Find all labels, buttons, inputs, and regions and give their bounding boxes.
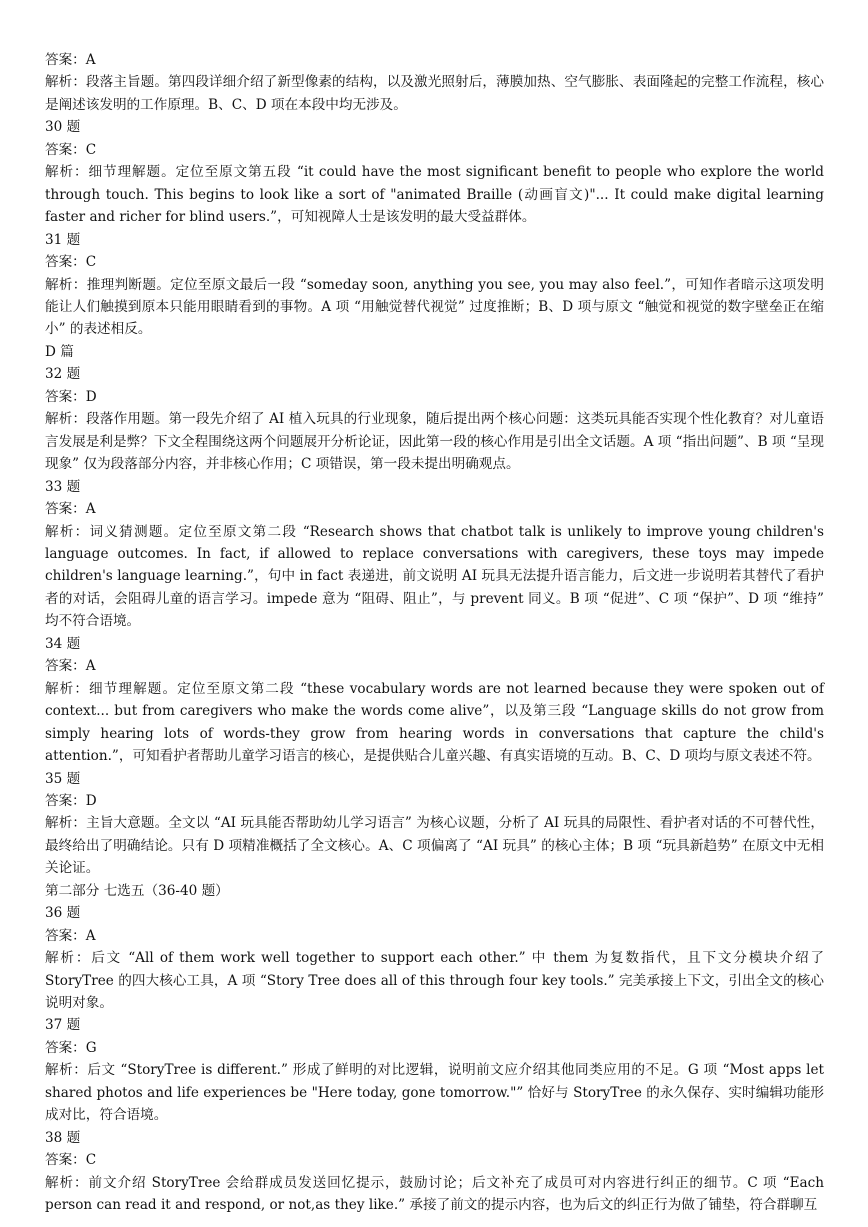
answer-line: 答案：A: [45, 927, 96, 944]
question-number: 31 题: [45, 231, 81, 248]
analysis-paragraph: 解析：段落主旨题。第四段详细介绍了新型像素的结构，以及激光照射后，薄膜加热、空气膨胀、表面隆起的完整工作流程，核心是阐述该发明的工作原理。B、C、D 项在本段中均无涉及。: [45, 74, 824, 113]
analysis-paragraph: 解析：推理判断题。定位至原文最后一段 “someday soon, anything you see, you may also feel.”，可知作者暗示这项发明能让人们触摸到原本只能用眼睛看到的事物。A 项 “用触觉替代视觉” 过度推断；B、D 项与原文 “触觉和视觉的数字壁垒正在缩小” 的表述相反。: [45, 276, 824, 338]
analysis-paragraph: 解析：后文 “All of them work well together to support each other.” 中 them 为复数指代，且下文分模块介绍了 StoryTree 的四大核心工具，A 项 “Story Tree does all of this through four key tools.” 完美承接上下文，引出全文的核心说明对象。: [45, 950, 824, 1012]
answer-line: 答案：C: [45, 1152, 97, 1169]
answer-line: 答案：C: [45, 141, 97, 158]
analysis-paragraph: 解析：细节理解题。定位至原文第五段 “it could have the most significant benefit to people who explore the world through touch. This begins to look like a sort of "animated Braille (动画盲文)"... It could make digital learning faster and richer for blind users.”，可知视障人士是该发明的最大受益群体。: [45, 164, 824, 226]
answer-line: 答案：D: [45, 792, 97, 809]
answer-line: 答案：A: [45, 52, 96, 68]
analysis-paragraph: 解析：细节理解题。定位至原文第二段 “these vocabulary words are not learned because they were spoken out of context... but from caregivers who make the words come alive”，以及第三段 “Language skills do not grow from simply hearing lots of words-they grow from hearing words in conversations that capture the child's attention.”，可知看护者帮助儿童学习语言的核心，是提供贴合儿童兴趣、有真实语境的互动。B、C、D 项均与原文表述不符。: [45, 680, 824, 765]
analysis-paragraph: 解析：段落作用题。第一段先介绍了 AI 植入玩具的行业现象，随后提出两个核心问题：这类玩具能否实现个性化教育？对儿童语言发展是利是弊？下文全程围绕这两个问题展开分析论证，因此第一段的核心作用是引出全文话题。A 项 “指出问题”、B 项 “呈现现象” 仅为段落部分内容，并非核心作用；C 项错误，第一段未提出明确观点。: [45, 411, 824, 473]
analysis-paragraph: 解析：词义猜测题。定位至原文第二段 “Research shows that chatbot talk is unlikely to improve young children's language outcomes. In fact, if allowed to replace conversations with caregivers, these toys may impede children's language learning.”，句中 in fact 表递进，前文说明 AI 玩具无法提升语言能力，后文进一步说明若其替代了看护者的对话，会阻碍儿童的语言学习。impede 意为 “阻碍、阻止”，与 prevent 同义。B 项 “促进”、C 项 “保护”、D 项 “维持” 均不符合语境。: [45, 523, 824, 630]
answer-line: 答案：G: [45, 1039, 97, 1056]
analysis-paragraph: 解析：主旨大意题。全文以 “AI 玩具能否帮助幼儿学习语言” 为核心议题，分析了 AI 玩具的局限性、看护者对话的不可替代性，最终给出了明确结论。只有 D 项精准概括了全文核心。A、C 项偏离了 “AI 玩具” 的核心主体；B 项 “玩具新趋势” 在原文中无相关论证。: [45, 815, 824, 877]
question-number: 35 题: [45, 770, 81, 787]
question-number: 37 题: [45, 1017, 81, 1034]
answer-line: 答案：A: [45, 501, 96, 518]
question-number: 34 题: [45, 635, 81, 652]
answer-line: 答案：A: [45, 658, 96, 675]
question-number: 38 题: [45, 1129, 81, 1146]
question-number: 30 题: [45, 119, 81, 136]
question-number: 32 题: [45, 366, 81, 383]
question-number: 33 题: [45, 478, 81, 495]
answer-line: 答案：C: [45, 254, 97, 271]
section-heading: 第二部分 七选五（36-40 题）: [45, 882, 229, 899]
analysis-paragraph: 解析：后文 “StoryTree is different.” 形成了鲜明的对比逻辑，说明前文应介绍其他同类应用的不足。G 项 “Most apps let shared photos and life experiences be "Here today, gone tomorrow."” 恰好与 StoryTree 的永久保存、实时编辑功能形成对比，符合语境。: [45, 1062, 824, 1124]
section-heading: D 篇: [45, 343, 74, 360]
analysis-paragraph: 解析：前文介绍 StoryTree 会给群成员发送回忆提示，鼓励讨论；后文补充了成员可对内容进行纠正的细节。C 项 “Each person can read it and respond, or not,as they like.” 承接了前文的提示内容，也为后文的纠正行为做了铺垫，符合群聊互: [45, 1174, 824, 1214]
question-number: 36 题: [45, 905, 81, 922]
answer-line: 答案：D: [45, 388, 97, 405]
